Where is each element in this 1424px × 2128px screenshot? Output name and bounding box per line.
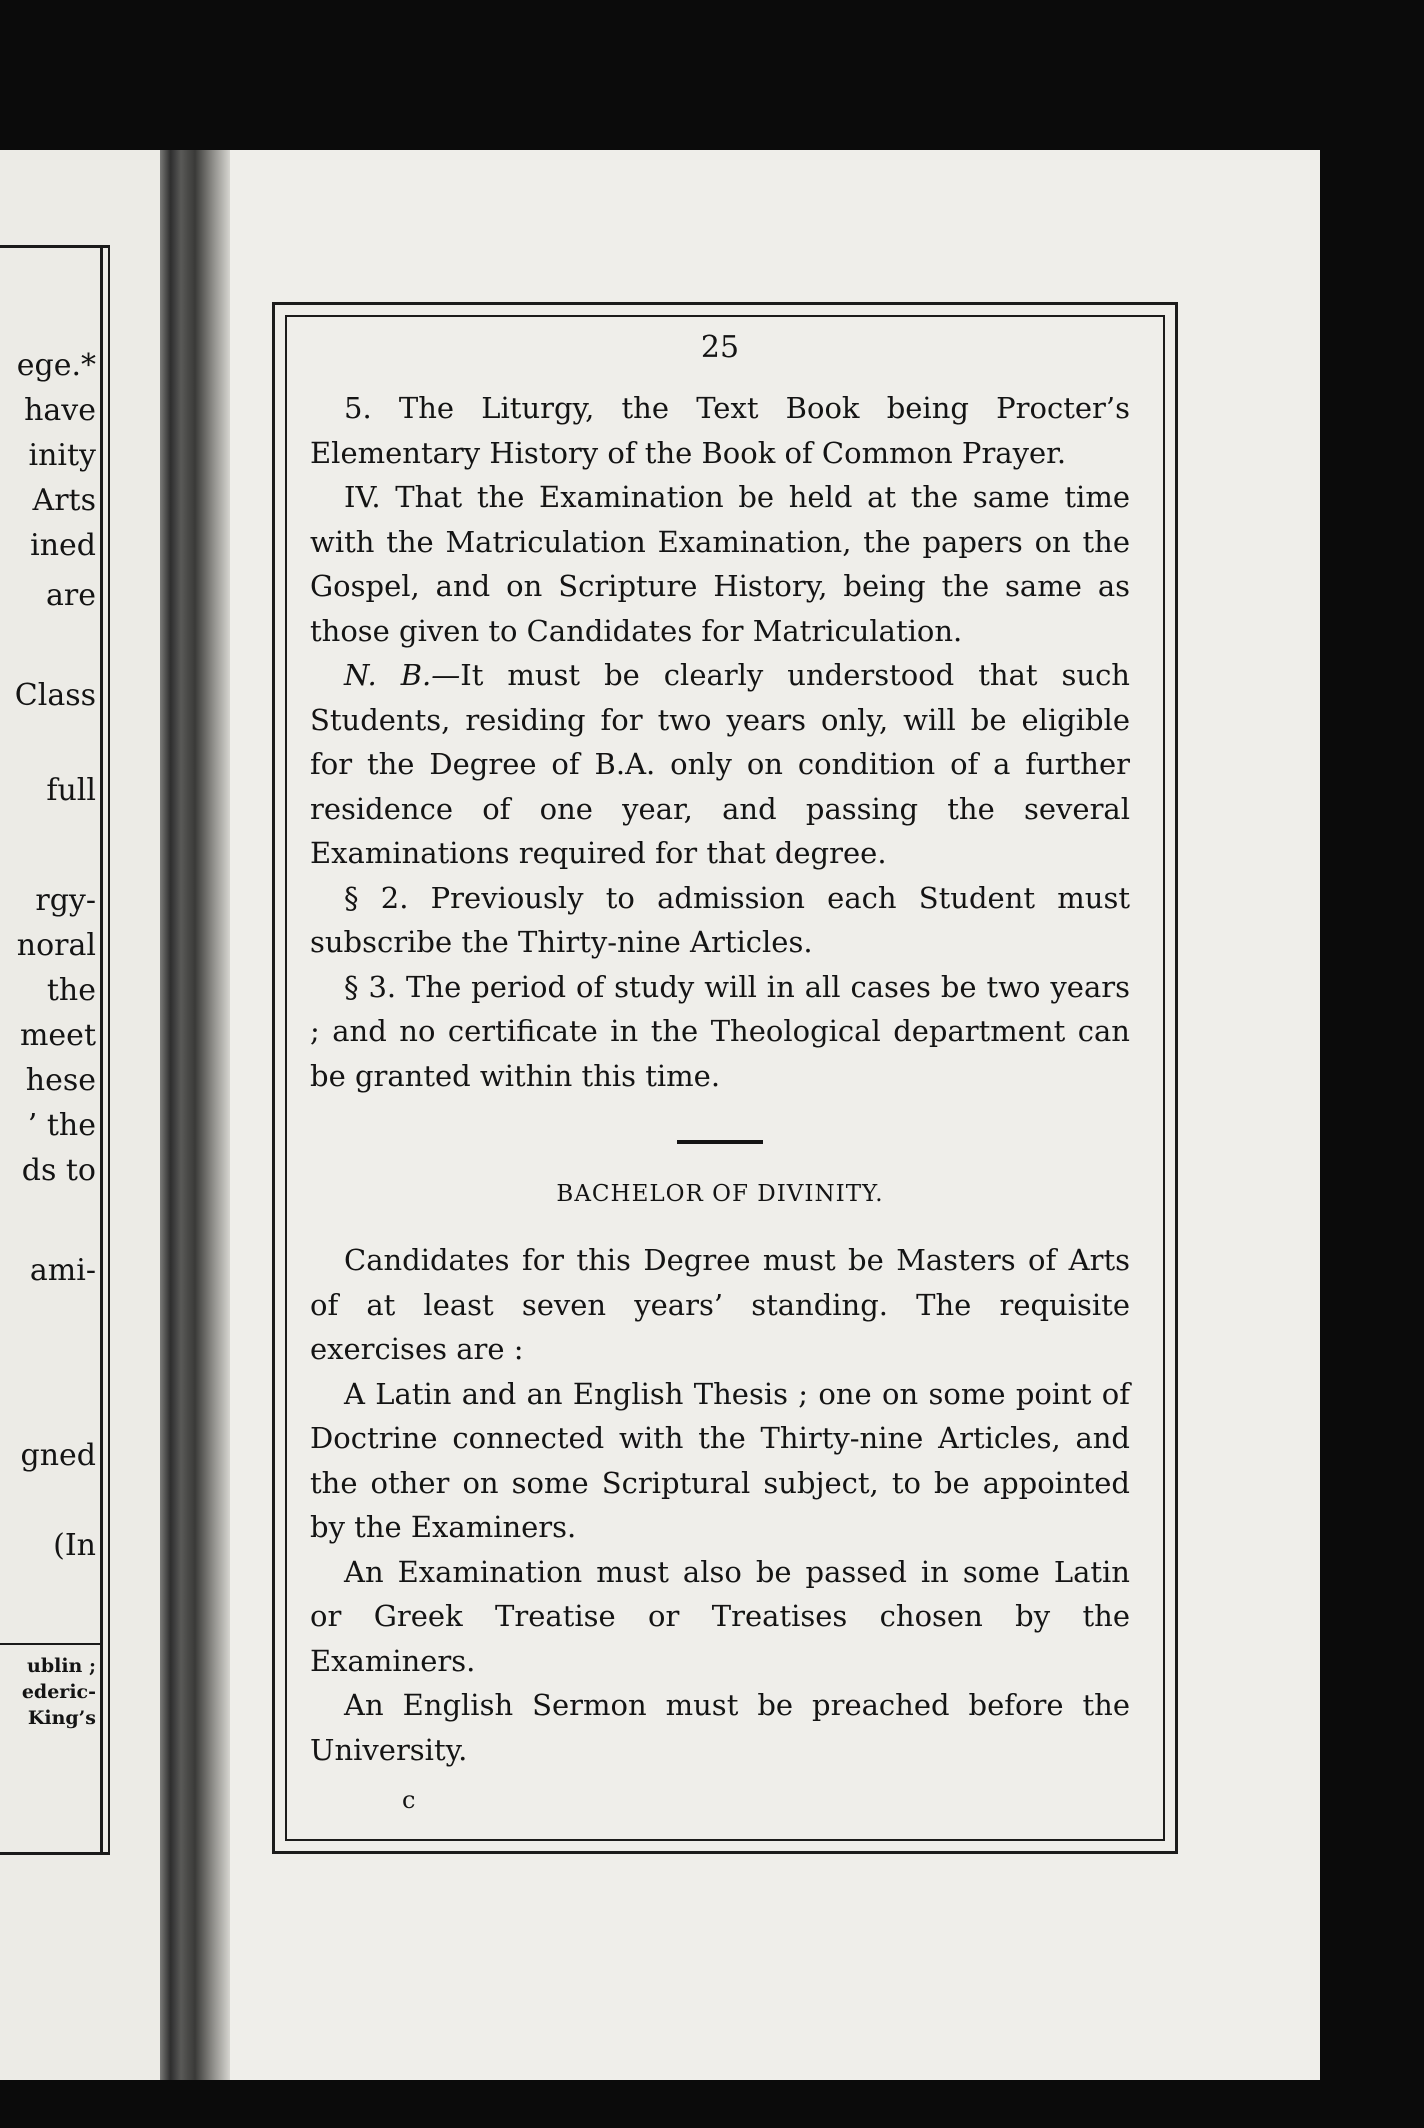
left-fragment: full [46, 773, 96, 808]
paragraph: An English Sermon must be preached before the University. [310, 1688, 1130, 1767]
left-fragment: inity [28, 438, 96, 473]
paragraph: IV. That the Examination be held at the same time with the Matriculation Examination, the papers on the Gospel, and on Scripture History, being the same as those given to Candidates for Matriculation. [310, 480, 1130, 648]
left-fragment: (In [53, 1528, 96, 1563]
left-fragment: noral [16, 928, 96, 963]
nota-bene-paragraph [310, 653, 1130, 876]
paragraph: An Examination must also be passed in some Latin or Greek Treatise or Treatises chosen by the Examiners. [310, 1554, 1130, 1678]
left-fragment: ege.* [16, 348, 96, 383]
nota-bene-label: N. B.— [344, 658, 461, 692]
left-fragment: gned [20, 1438, 96, 1473]
paragraph: Candidates for this Degree must be Masters of Arts of at least seven years’ standing. The requisite exercises are : [310, 1243, 1130, 1366]
section-divider [677, 1140, 763, 1144]
left-footnote-fragment: ublin ; [27, 1655, 96, 1677]
left-footnote-fragment: ederic- [21, 1681, 96, 1703]
left-footnote-rule [0, 1643, 100, 1645]
paragraph: § 2. Previously to admission each Student must subscribe the Thirty-nine Articles. [310, 880, 1130, 959]
page-content [310, 330, 1130, 1820]
signature-mark: c [402, 1786, 416, 1814]
left-fragment: are [46, 578, 96, 613]
left-frame-top-rule [0, 245, 110, 248]
left-frame-bottom-rule [0, 1852, 110, 1855]
left-fragment: ’ the [27, 1108, 96, 1143]
page-number: 25 [700, 330, 740, 365]
left-footnote-fragment: King’s [27, 1707, 96, 1729]
left-frame-rule-inner [108, 245, 110, 1855]
left-fragment: Arts [32, 483, 96, 518]
left-fragment: ami- [29, 1253, 96, 1288]
left-fragment: ined [30, 528, 96, 563]
left-fragment: Class [14, 678, 96, 713]
left-fragment: the [46, 973, 96, 1008]
left-fragment: rgy- [35, 883, 96, 918]
left-fragment: meet [19, 1018, 96, 1053]
left-fragment: ds to [21, 1153, 96, 1188]
paragraph: § 3. The period of study will in all cases be two years ; and no certificate in the Theological department can be granted within this time. [310, 969, 1130, 1093]
paragraph: 5. The Liturgy, the Text Book being Procter’s Elementary History of the Book of Common Prayer. [310, 391, 1130, 470]
left-fragment: hese [25, 1063, 96, 1098]
left-frame-rule [100, 245, 103, 1855]
left-fragment: have [24, 393, 96, 428]
book-gutter [160, 150, 230, 2080]
paragraph: A Latin and an English Thesis ; one on some point of Doctrine connected with the Thirty-nine Articles, and the other on some Scriptural subject, to be appointed by the Examiners. [310, 1376, 1130, 1544]
nota-bene-text: It must be clearly understood that such Students, residing for two years only, will be eligible for the Degree of B.A. only on condition of a further residence of one year, and passing the several Examinations required for that degree. [310, 658, 1130, 870]
section-heading: BACHELOR OF DIVINITY. [556, 1181, 884, 1207]
